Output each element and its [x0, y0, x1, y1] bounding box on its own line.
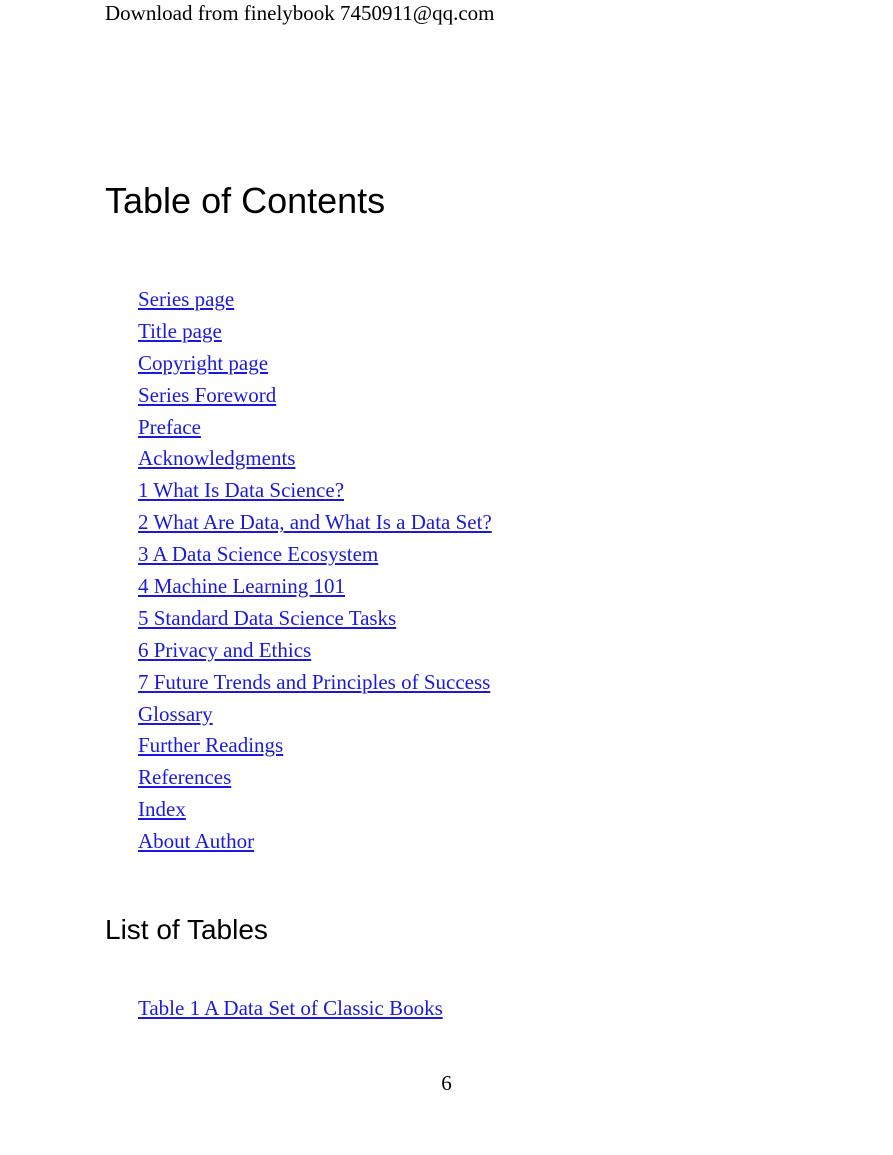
toc-link-chapter-6[interactable]: 6 Privacy and Ethics — [138, 637, 312, 662]
toc-item — [138, 412, 492, 444]
toc-link-about-author[interactable]: About Author — [138, 829, 255, 854]
table-link-1[interactable]: Table 1 A Data Set of Classic Books — [138, 996, 443, 1020]
toc-item — [138, 603, 492, 635]
table-list-item — [138, 993, 443, 1025]
toc-link-copyright-page[interactable]: Copyright page — [138, 350, 269, 375]
toc-link-further-readings[interactable]: Further Readings — [138, 733, 284, 758]
toc-item — [138, 348, 492, 380]
toc-link-references[interactable]: References — [138, 765, 232, 790]
toc-link-acknowledgments[interactable]: Acknowledgments — [138, 446, 296, 471]
toc-link-chapter-3[interactable]: 3 A Data Science Ecosystem — [138, 542, 379, 567]
toc-link-series-foreword[interactable]: Series Foreword — [138, 382, 277, 407]
toc-link-series-page[interactable]: Series page — [138, 287, 235, 311]
toc-item — [138, 571, 492, 603]
toc-item — [138, 762, 492, 794]
download-source-note: Download from finelybook 7450911@qq.com — [105, 1, 495, 25]
toc-item — [138, 284, 492, 316]
toc-item — [138, 539, 492, 571]
toc-item — [138, 730, 492, 762]
toc-item — [138, 667, 492, 699]
toc-list — [138, 284, 492, 858]
page-number: 6 — [441, 1071, 452, 1095]
toc-link-preface[interactable]: Preface — [138, 414, 201, 439]
toc-link-index[interactable]: Index — [138, 797, 186, 822]
toc-item — [138, 443, 492, 475]
toc-heading: Table of Contents — [105, 180, 386, 221]
toc-item — [138, 826, 492, 858]
toc-item — [138, 794, 492, 826]
toc-link-chapter-2[interactable]: 2 What Are Data, and What Is a Data Set? — [138, 510, 492, 535]
toc-link-chapter-4[interactable]: 4 Machine Learning 101 — [138, 574, 346, 599]
toc-link-chapter-1[interactable]: 1 What Is Data Science? — [138, 478, 345, 503]
toc-link-title-page[interactable]: Title page — [138, 318, 222, 343]
toc-item — [138, 316, 492, 348]
list-of-tables — [138, 993, 443, 1025]
toc-link-chapter-7[interactable]: 7 Future Trends and Principles of Success — [138, 669, 491, 694]
toc-item — [138, 380, 492, 412]
toc-item — [138, 475, 492, 507]
toc-item — [138, 507, 492, 539]
toc-item — [138, 699, 492, 731]
toc-item — [138, 635, 492, 667]
list-of-tables-heading: List of Tables — [105, 914, 268, 945]
toc-link-glossary[interactable]: Glossary — [138, 701, 213, 726]
toc-link-chapter-5[interactable]: 5 Standard Data Science Tasks — [138, 605, 397, 630]
